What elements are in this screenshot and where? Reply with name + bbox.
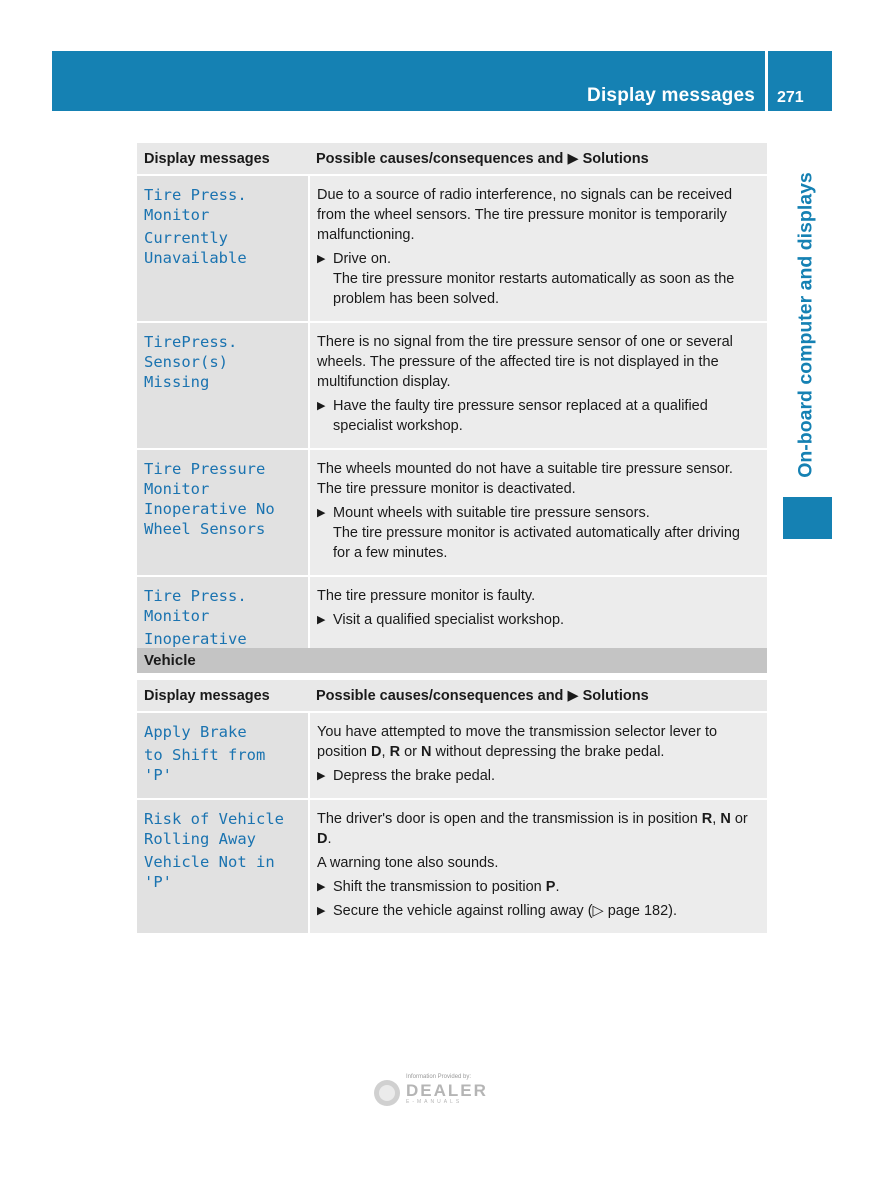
solution-text: Mount wheels with suitable tire pressure sensors. The tire pressure monitor is activated automatically after driving for a few minutes. <box>333 505 740 561</box>
table-header-row <box>137 680 767 712</box>
watermark-subtitle: E-MANUALS <box>406 1099 463 1105</box>
column-header-causes-solutions: Possible causes/consequences and ▶ Solutions <box>309 680 767 712</box>
column-header-causes-solutions: Possible causes/consequences and ▶ Solutions <box>309 143 767 175</box>
display-message-text: Inoperative <box>144 630 247 648</box>
cause-solution-cell <box>309 449 767 576</box>
display-message-text: Tire Press. Monitor <box>144 186 247 224</box>
section-title: Vehicle <box>144 652 196 669</box>
solution-text: Have the faulty tire pressure sensor replaced at a qualified specialist workshop. <box>333 398 708 434</box>
cause-paragraph: The tire pressure monitor is faulty. <box>317 588 536 604</box>
solution-step <box>317 503 760 563</box>
display-message-text: Risk of Vehicle Rolling Away <box>144 810 284 848</box>
solution-text: Depress the brake pedal. <box>333 768 496 784</box>
bullet-arrow-icon: ▶ <box>317 400 326 412</box>
section-header-vehicle <box>137 648 767 673</box>
column-header-display-messages: Display messages <box>137 143 309 175</box>
solution-text: Visit a qualified specialist workshop. <box>333 612 565 628</box>
cause-solution-cell <box>309 712 767 799</box>
display-message-cell <box>137 449 309 576</box>
display-message-text: Currently Unavailable <box>144 229 247 267</box>
chapter-side-tab <box>781 155 831 495</box>
bullet-arrow-icon: ▶ <box>317 905 326 917</box>
cause-paragraph: Due to a source of radio interference, no signals can be received from the wheel sensors. The tire pressure monitor is temporarily malfunctioning. <box>317 187 733 243</box>
cause-solution-cell <box>309 576 767 658</box>
cause-solution-cell <box>309 799 767 934</box>
column-header-display-messages: Display messages <box>137 680 309 712</box>
watermark-brand: DEALER <box>406 1081 488 1100</box>
solution-step <box>317 877 760 897</box>
bullet-arrow-icon: ▶ <box>317 770 326 782</box>
display-message-cell <box>137 576 309 658</box>
solution-step <box>317 396 760 436</box>
cause-paragraph: The wheels mounted do not have a suitable tire pressure sensor. The tire pressure monitor is deactivated. <box>317 461 733 497</box>
bullet-arrow-icon: ▶ <box>317 881 326 893</box>
cause-paragraph: You have attempted to move the transmission selector lever to position D, R or N without depressing the brake pedal. <box>317 724 718 760</box>
display-message-cell <box>137 712 309 799</box>
page-number: 271 <box>777 89 804 106</box>
cause-paragraph: There is no signal from the tire pressure sensor of one or several wheels. The pressure of the affected tire is not displayed in the multifunction display. <box>317 334 733 390</box>
solution-text: Secure the vehicle against rolling away (▷ page 182). <box>333 903 678 919</box>
display-message-text: Apply Brake <box>144 723 247 741</box>
display-messages-table-tire <box>137 143 767 659</box>
solution-text: Drive on. The tire pressure monitor restarts automatically as soon as the problem has been solved. <box>333 251 735 307</box>
table-row <box>137 175 767 322</box>
display-message-text: Tire Pressure Monitor Inoperative No Wheel Sensors <box>144 460 275 538</box>
table-row <box>137 576 767 658</box>
bullet-arrow-icon: ▶ <box>317 614 326 626</box>
display-message-text: TirePress. Sensor(s) Missing <box>144 333 238 391</box>
display-message-text: to Shift from 'P' <box>144 746 266 784</box>
solution-text: Shift the transmission to position P. <box>333 879 560 895</box>
table-row <box>137 799 767 934</box>
cause-solution-cell <box>309 322 767 449</box>
bullet-arrow-icon: ▶ <box>317 507 326 519</box>
watermark-caption: Information Provided by: <box>406 1074 472 1080</box>
dealer-logo-icon <box>372 1078 402 1108</box>
display-message-cell <box>137 175 309 322</box>
cause-solution-cell <box>309 175 767 322</box>
display-message-cell <box>137 322 309 449</box>
page-title: Display messages <box>587 85 755 106</box>
solution-step <box>317 766 760 786</box>
cause-paragraph: The driver's door is open and the transmission is in position R, N or D. <box>317 811 748 847</box>
chapter-side-tab-label: On-board computer and displays <box>794 172 817 478</box>
table-header-row <box>137 143 767 175</box>
header-bar <box>52 51 765 111</box>
solution-step <box>317 901 760 921</box>
chapter-side-tab-marker <box>783 497 832 539</box>
display-message-cell <box>137 799 309 934</box>
dealer-watermark-logo <box>372 1073 504 1113</box>
solution-step <box>317 249 760 309</box>
cause-paragraph: A warning tone also sounds. <box>317 855 499 871</box>
display-messages-table-vehicle <box>137 680 767 935</box>
page-number-box <box>768 51 832 111</box>
table-row <box>137 712 767 799</box>
table-row <box>137 449 767 576</box>
display-message-text: Tire Press. Monitor <box>144 587 247 625</box>
bullet-arrow-icon: ▶ <box>317 253 326 265</box>
display-message-text: Vehicle Not in 'P' <box>144 853 275 891</box>
table-row <box>137 322 767 449</box>
solution-step <box>317 610 760 630</box>
